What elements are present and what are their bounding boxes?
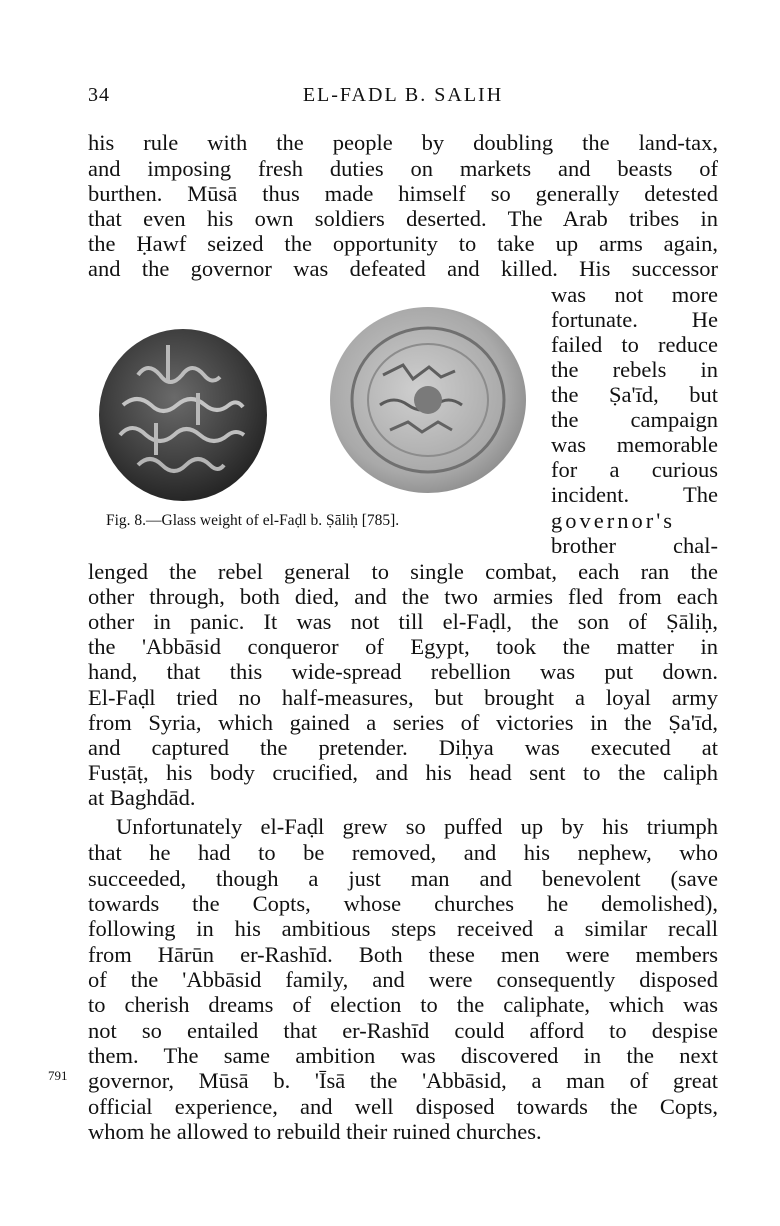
text-line: Fusṭāṭ, his body crucified, and his head sent to the caliph bbox=[88, 760, 718, 785]
text-line: El-Faḍl tried no half-measures, but brought a loyal army bbox=[88, 685, 718, 710]
text-line: failed to reduce bbox=[551, 332, 718, 357]
text-line: and imposing fresh duties on markets and beasts of bbox=[88, 156, 718, 181]
text-line: towards the Copts, whose churches he demolished), bbox=[88, 891, 718, 916]
text-line: was memorable bbox=[551, 432, 718, 457]
text-line: official experience, and well disposed towards the Copts, bbox=[88, 1094, 718, 1119]
text-line: was not more bbox=[551, 282, 718, 307]
text-line: for a curious bbox=[551, 457, 718, 482]
weight-obverse bbox=[99, 329, 267, 501]
text-line: lenged the rebel general to single combat, each ran the bbox=[88, 559, 718, 584]
text-line: governor's bbox=[551, 508, 676, 533]
glass-weight-image bbox=[98, 305, 528, 505]
text-line: them. The same ambition was discovered in the next bbox=[88, 1043, 718, 1068]
text-line: other in panic. It was not till el-Faḍl, the son of Ṣāliḥ, bbox=[88, 609, 718, 634]
text-line: and the governor was defeated and killed. His successor bbox=[88, 256, 718, 281]
text-line: succeeded, though a just man and benevolent (save bbox=[88, 866, 718, 891]
text-line: brother chal- bbox=[551, 533, 718, 558]
text-line: governor, Mūsā b. 'Īsā the 'Abbāsid, a man of great bbox=[88, 1068, 718, 1093]
page-header bbox=[88, 80, 718, 114]
text-line: that even his own soldiers deserted. The Arab tribes in bbox=[88, 206, 718, 231]
text-line: and captured the pretender. Diḥya was executed at bbox=[88, 735, 718, 760]
figure-glass-weights bbox=[98, 305, 528, 505]
weight-reverse bbox=[330, 307, 526, 493]
text-line: the Ḥawf seized the opportunity to take up arms again, bbox=[88, 231, 718, 256]
text-line: not so entailed that er-Rashīd could afford to despise bbox=[88, 1018, 718, 1043]
text-line: the rebels in bbox=[551, 357, 718, 382]
margin-year: 791 bbox=[48, 1068, 68, 1083]
text-line: burthen. Mūsā thus made himself so generally detested bbox=[88, 181, 718, 206]
text-line: incident. The bbox=[551, 482, 718, 507]
text-line: that he had to be removed, and his nephew, who bbox=[88, 840, 718, 865]
text-line: fortunate. He bbox=[551, 307, 718, 332]
text-line: the 'Abbāsid conqueror of Egypt, took the matter in bbox=[88, 634, 718, 659]
text-line: the campaign bbox=[551, 407, 718, 432]
text-line: hand, that this wide-spread rebellion was put down. bbox=[88, 659, 718, 684]
page-number: 34 bbox=[88, 84, 110, 106]
text-line: at Baghdād. bbox=[88, 785, 196, 810]
text-line: of the 'Abbāsid family, and were consequently disposed bbox=[88, 967, 718, 992]
text-line: other through, both died, and the two armies fled from each bbox=[88, 584, 718, 609]
text-line: to cherish dreams of election to the caliphate, which was bbox=[88, 992, 718, 1017]
text-line: his rule with the people by doubling the land-tax, bbox=[88, 130, 718, 155]
text-line: following in his ambitious steps received a similar recall bbox=[88, 916, 718, 941]
text-line: from Hārūn er-Rashīd. Both these men were members bbox=[88, 942, 718, 967]
text-line: from Syria, which gained a series of victories in the Ṣa'īd, bbox=[88, 710, 718, 735]
text-line: the Ṣa'īd, but bbox=[551, 382, 718, 407]
text-line: Unfortunately el-Faḍl grew so puffed up by his triumph bbox=[116, 814, 718, 839]
running-head: EL-FADL B. SALIH bbox=[302, 84, 504, 106]
text-line: whom he allowed to rebuild their ruined churches. bbox=[88, 1119, 542, 1144]
figure-caption: Fig. 8.—Glass weight of el-Faḍl b. Ṣāliḥ [785]. bbox=[106, 512, 400, 529]
